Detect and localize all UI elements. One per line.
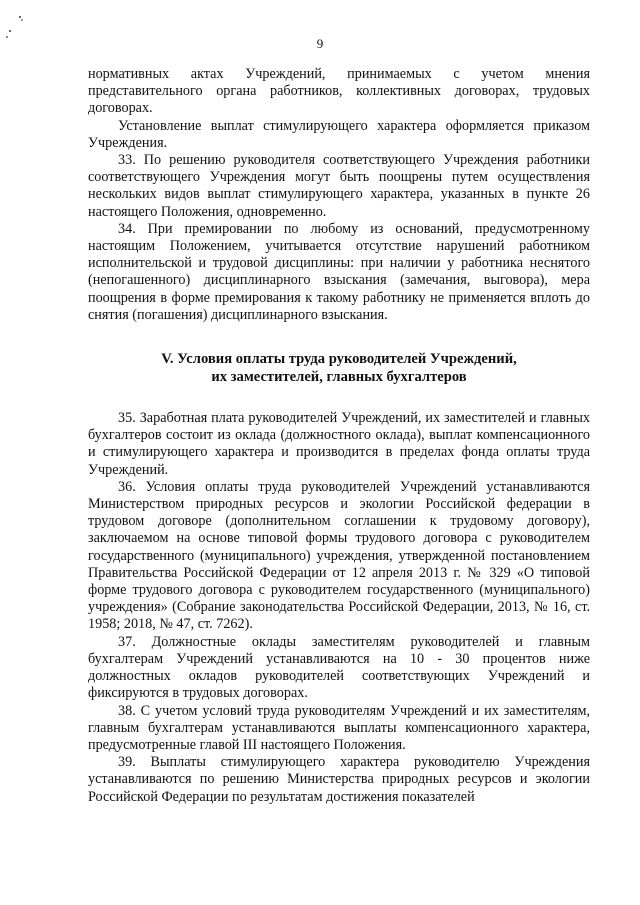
- paragraph-39: 39. Выплаты стимулирующего характера руководителю Учреждения устанавливаются по решению Министерства природных ресурсов и экологии Российской Федерации по результатам достижения показателей: [88, 754, 590, 805]
- paragraph-continuation: нормативных актах Учреждений, принимаемых с учетом мнения представительного органа работников, коллективных договорах, трудовых договорах.: [88, 66, 590, 117]
- page-number: 9: [316, 36, 324, 51]
- document-body: [88, 66, 590, 806]
- paragraph-35: 35. Заработная плата руководителей Учреждений, их заместителей и главных бухгалтеров состоит из оклада (должностного оклада), выплат компенсационного и стимулирующего характера и производится в пределах фонда оплаты труда Учреждений.: [88, 410, 590, 478]
- section-heading: [88, 350, 590, 386]
- section-heading-line-2: их заместителей, главных бухгалтеров: [211, 369, 467, 386]
- paragraph: Установление выплат стимулирующего характера оформляется приказом Учреждения.: [88, 117, 590, 151]
- paragraph-34: 34. При премировании по любому из оснований, предусмотренному настоящим Положением, учитывается отсутствие нарушений работником исполнительской и трудовой дисциплины: при наличии у работника неснятого (непогашенного) дисциплинарного взыскания (замечания, выговора), мера поощрения в форме премирования к такому работнику не применяется вплоть до снятия (погашения) дисциплинарного взыскания.: [88, 220, 590, 323]
- paragraph-33: 33. По решению руководителя соответствующего Учреждения работники соответствующего Учреждения могут быть поощрены путем осуществления нескольких видов выплат стимулирующего характера, указанных в пункте 26 настоящего Положения, одновременно.: [88, 152, 590, 220]
- scan-specks: [0, 0, 40, 40]
- paragraph-38: 38. С учетом условий труда руководителям Учреждений и их заместителям, главным бухгалтерам устанавливаются выплаты компенсационного характера, предусмотренные главой III настоящего Положения.: [88, 702, 590, 753]
- paragraph-37: 37. Должностные оклады заместителям руководителей и главным бухгалтерам Учреждений устанавливаются на 10 - 30 процентов ниже должностных окладов руководителей соответствующих Учреждений и фиксируются в трудовых договорах.: [88, 633, 590, 702]
- section-heading-line-1: V. Условия оплаты труда руководителей Учреждений,: [161, 351, 517, 368]
- paragraph-36: 36. Условия оплаты труда руководителей Учреждений устанавливаются Министерством природных ресурсов и экологии Российской федерации в трудовом договоре (дополнительном соглашении к трудовому договору), заключаемом на основе типовой формы трудового договора с руководителем государственного (муниципального) учреждения, утвержденной постановлением Правительства Российской Федерации от 12 апреля 2013 г. № 329 «О типовой форме трудового договора с руководителем государственного (муниципального) учреждения» (Собрание законодательства Российской Федерации, 2013, № 16, ст. 1958; 2018, № 47, ст. 7262).: [88, 478, 590, 633]
